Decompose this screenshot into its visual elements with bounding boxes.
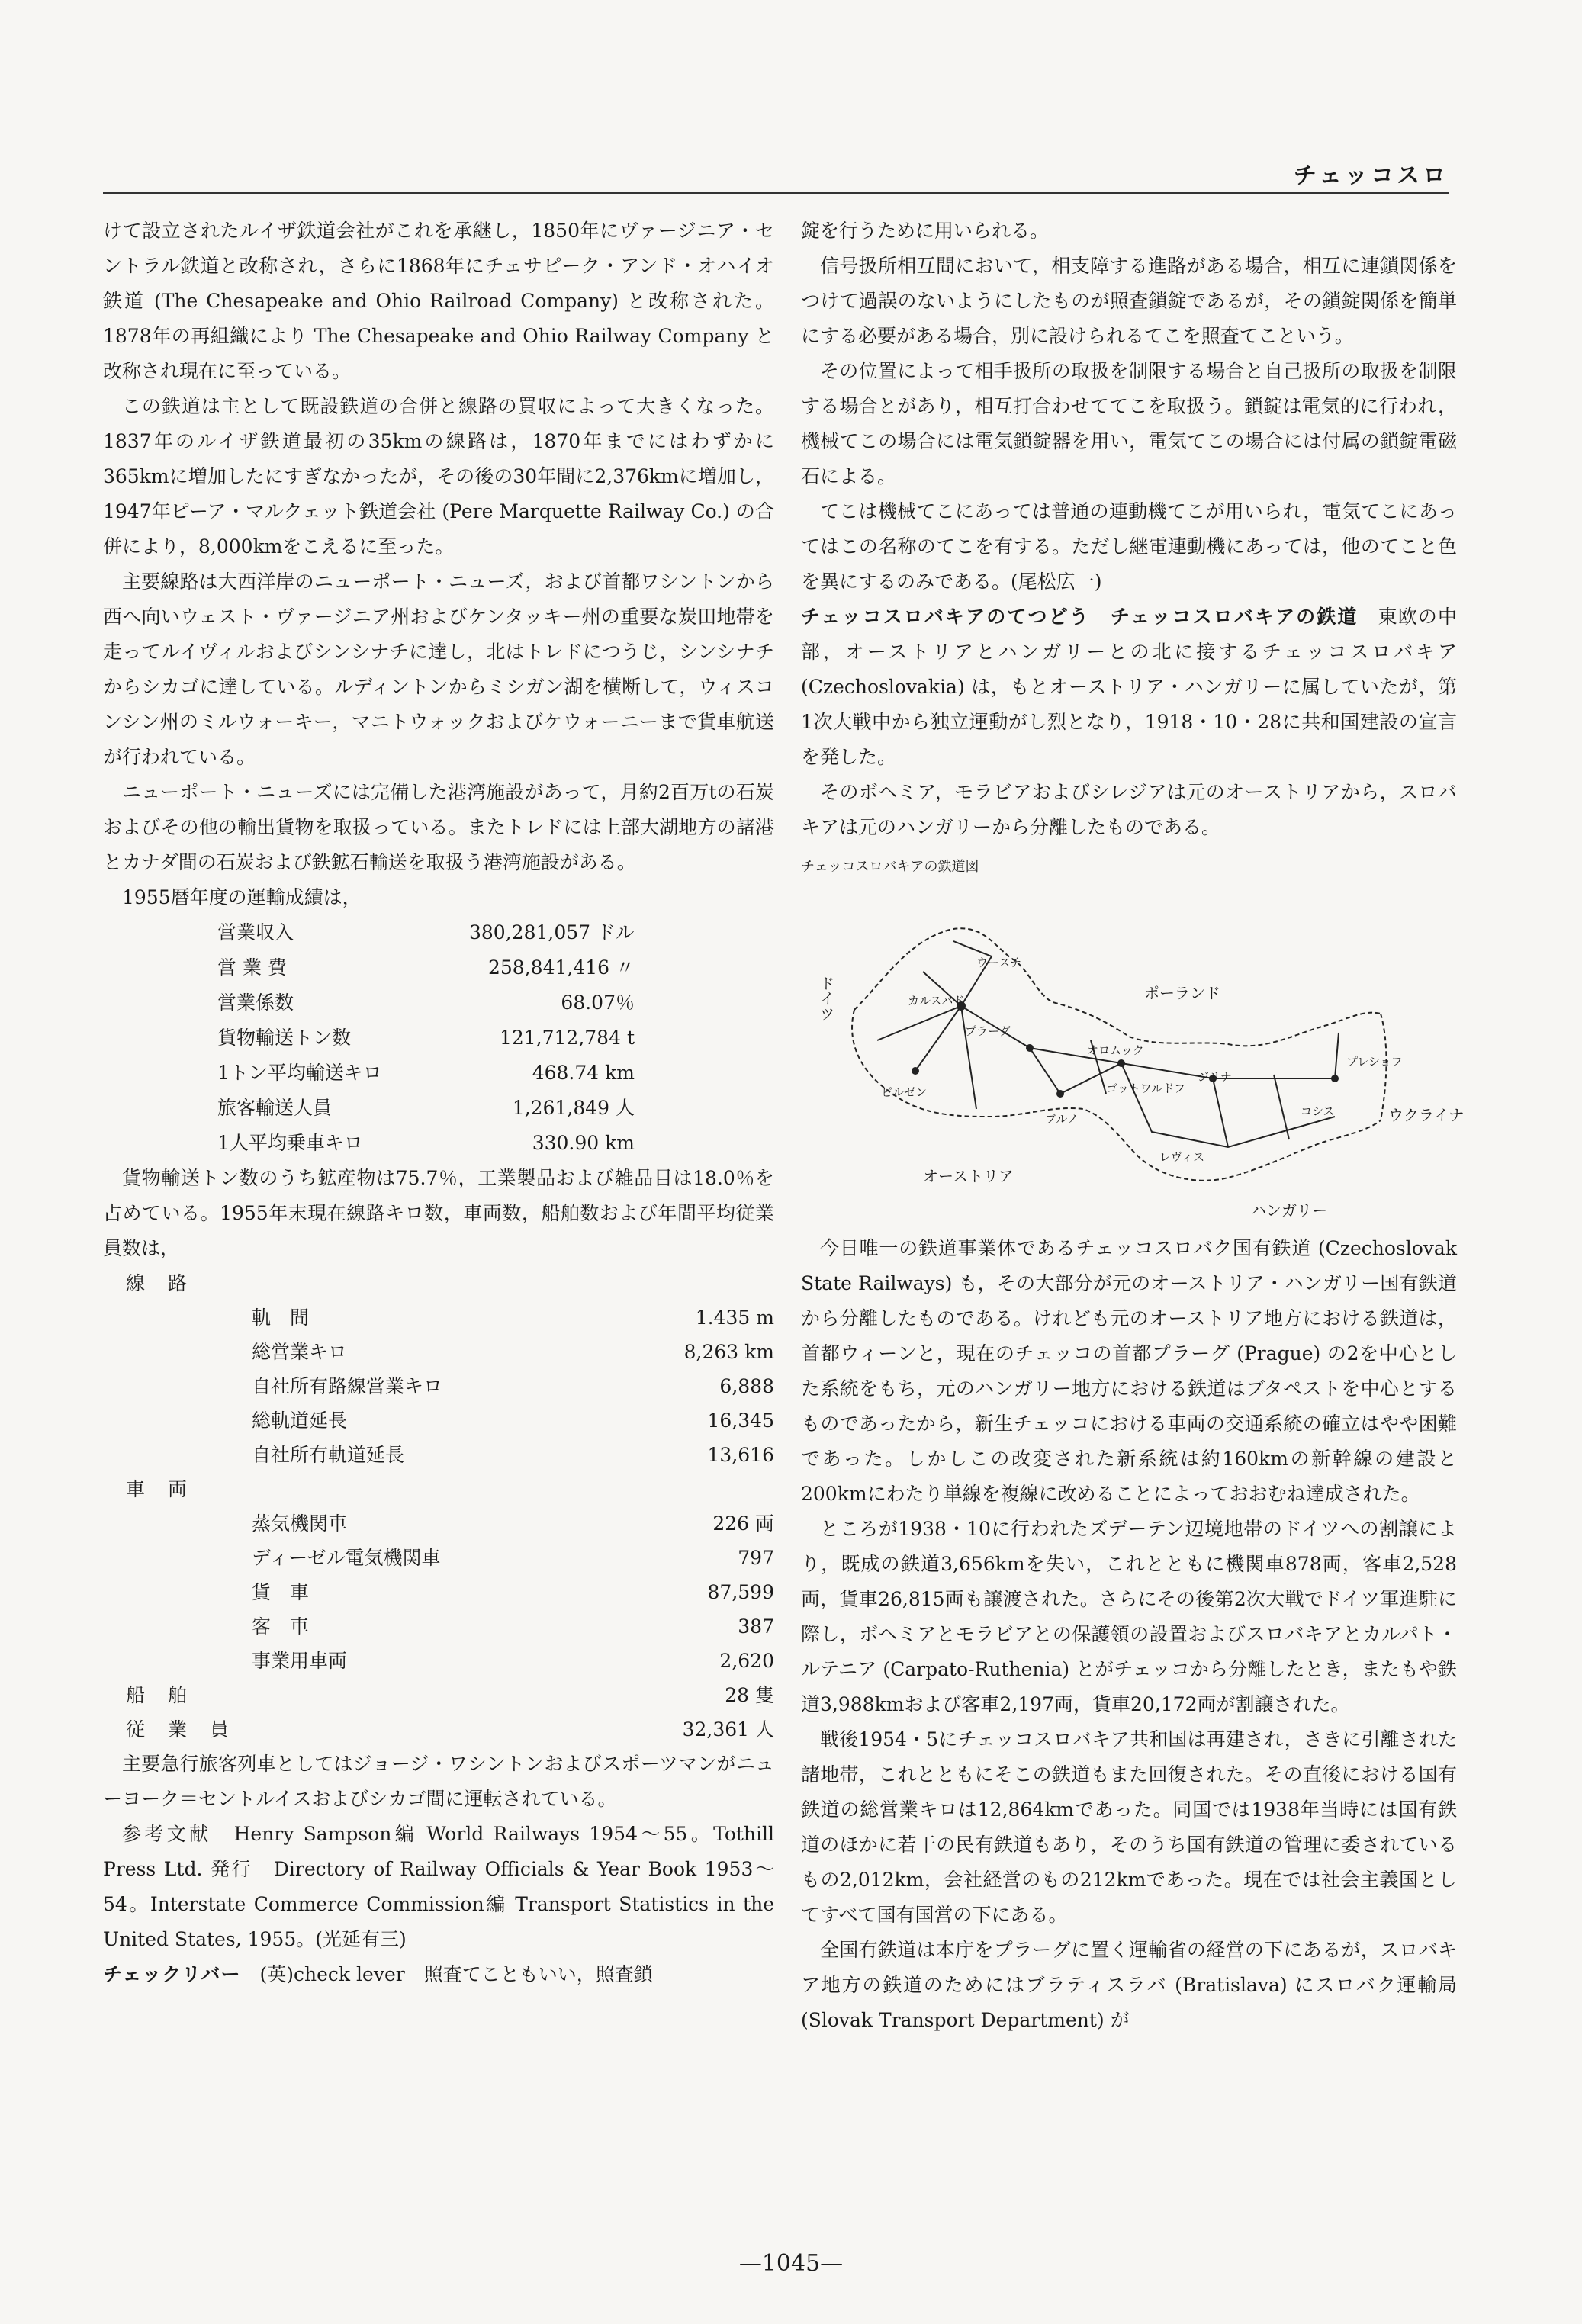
entry-term: チェッコスロバキアのてつどう チェッコスロバキアの鉄道 — [801, 606, 1359, 628]
traffic-stats-table — [103, 915, 635, 1161]
map-label-poland: ポーランド — [1144, 984, 1220, 1002]
stat-value: 380,281,057 ドル — [469, 921, 635, 943]
table-row — [103, 1266, 774, 1300]
stat-value: 330.90 km — [532, 1132, 635, 1154]
map-label-city: ブルノ — [1045, 1112, 1079, 1126]
table-row — [103, 1335, 774, 1369]
map-label-city: ウースチ — [976, 956, 1021, 969]
table-row — [103, 950, 635, 985]
group-label: 車両 — [126, 1478, 211, 1500]
table-row — [103, 985, 635, 1021]
paragraph: てこは機械てこにあっては普通の連動機てこが用いられ，電気てこにあってはこの名称のてこを有する。ただし継電連動機にあっては，他のてこと色を異にするのみである。(尾松広一) — [801, 500, 1457, 593]
table-row — [103, 1712, 774, 1747]
paragraph: この鉄道は主として既設鉄道の合併と線路の買収によって大きくなった。1837年のルイザ鉄道最初の35kmの線路は，1870年までにはわずかに365kmに増加したにすぎなかったが，その後の30年間に2,376kmに増加し，1947年ピーア・マルクェット鉄道会社 (Pere Marquette Railway Co.) の合併により，8,000kmをこえるに至った。 — [103, 395, 774, 558]
table-row — [103, 1678, 774, 1712]
item-value: 2,620 — [719, 1650, 774, 1672]
item-value: 28 隻 — [725, 1684, 774, 1706]
stat-value: 468.74 km — [532, 1062, 635, 1084]
table-row — [103, 1126, 635, 1161]
paragraph: 今日唯一の鉄道事業体であるチェッコスロバク国有鉄道 (Czechoslovak State Railways) も，その大部分が元のオーストリア・ハンガリー国有鉄道から分離したものである。けれども元のオーストリア地方における鉄道は，首都ウィーンと，現在のチェッコの首都プラーグ (Prague) の2を中心とした系統をもち，元のハンガリー地方における鉄道はブタペストを中心とするものであったから，新生チェッコにおける車両の交通系統の確立はやや困難であった。しかしこの改変された新系統は約160kmの新幹線の建設と200kmにわたり単線を複線に改めることによっておおむね達成された。 — [801, 1237, 1457, 1505]
paragraph: 主要線路は大西洋岸のニューポート・ニューズ，および首都ワシントンから西へ向いウェスト・ヴァージニア州およびケンタッキー州の重要な炭田地帯を走ってルイヴィルおよびシンシナチに達し，北はトレドにつうじ，シンシナチからシカゴに達している。ルディントンからミシガン湖を横断して，ウィスコンシン州のミルウォーキー，マニトウォックおよびケウォーニーまで貨車航送が行われている。 — [103, 571, 774, 768]
item-value: 226 両 — [712, 1512, 774, 1535]
paragraph: 1955暦年度の運輸成績は， — [122, 886, 362, 908]
dictionary-entry — [103, 1957, 774, 1992]
item-value: 16,345 — [707, 1410, 774, 1432]
map-label-austria: オーストリア — [923, 1167, 1014, 1185]
table-row — [103, 1575, 774, 1609]
table-row — [103, 1021, 635, 1056]
paragraph: 主要急行旅客列車としてはジョージ・ワシントンおよびスポーツマンがニューヨーク＝セントルイスおよびシカゴ間に運転されている。 — [103, 1753, 774, 1810]
item-value: 387 — [738, 1615, 774, 1638]
group-label: 従業員 — [126, 1718, 252, 1741]
group-label: 船舶 — [126, 1684, 211, 1706]
item-label: 自社所有軌道延長 — [252, 1444, 405, 1466]
item-value: 1.435 m — [695, 1307, 774, 1329]
item-value: 797 — [738, 1547, 774, 1569]
item-label: 客 車 — [252, 1615, 310, 1638]
stat-label: 貨物輸送トン数 — [217, 1027, 352, 1049]
stat-label: 1トン平均輸送キロ — [217, 1062, 382, 1084]
map-label-city: プラーグ — [965, 1024, 1011, 1038]
paragraph: 参考文献 Henry Sampson編 World Railways 1954～55。Tothill Press Ltd. 発行 Directory of Railway Officials & Year Book 1953～54。Interstate Commerce Commission編 Transport Statistics in the United States, 1955。(光延有三) — [103, 1823, 774, 1950]
header-rule — [103, 192, 1449, 194]
map-title: チェッコスロバキアの鉄道図 — [801, 859, 979, 875]
table-row — [103, 915, 635, 950]
facilities-table — [103, 1266, 774, 1747]
item-label: 貨 車 — [252, 1581, 310, 1603]
stat-label: 旅客輸送人員 — [217, 1097, 333, 1119]
item-value: 8,263 km — [683, 1341, 774, 1363]
map-label-city: レヴィス — [1159, 1150, 1205, 1164]
item-label: 自社所有路線営業キロ — [252, 1375, 443, 1397]
map-label-city: オロムック — [1087, 1043, 1144, 1057]
entry-term: チェックリバー — [103, 1963, 241, 1985]
map-label-city: ピルゼン — [881, 1085, 928, 1099]
item-label: 事業用車両 — [252, 1650, 348, 1672]
stat-label: 営業収入 — [217, 921, 294, 943]
city-marker — [912, 1067, 919, 1075]
item-value: 32,361 人 — [682, 1718, 774, 1741]
table-row — [103, 1300, 774, 1335]
table-row — [103, 1609, 774, 1644]
stat-label: 1人平均乗車キロ — [217, 1132, 363, 1154]
stat-value: 258,841,416 〃 — [488, 956, 635, 979]
item-label: 軌 間 — [252, 1307, 310, 1329]
running-head: チェッコスロ — [1293, 162, 1449, 189]
table-row — [103, 1506, 774, 1541]
item-label: ディーゼル電気機関車 — [252, 1547, 441, 1569]
entry-text: 東欧の中部，オーストリアとハンガリーとの北に接するチェッコスロバキア (Czechoslovakia) は，もとオーストリア・ハンガリーに属していたが，第1次大戦中から独立運動がし烈となり，1918・10・28に共和国建設の宣言を発した。 — [801, 606, 1457, 768]
table-row — [103, 1403, 774, 1438]
stat-value: 68.07％ — [561, 992, 635, 1014]
paragraph: けて設立されたルイザ鉄道会社がこれを承継し，1850年にヴァージニア・セントラル鉄道と改称され，さらに1868年にチェサピーク・アンド・オハイオ鉄道 (The Chesapeake and Ohio Railroad Company) と改称された。1878年の再組織により The Chesapeake and Ohio Railway Company と改称され現在に至っている。 — [103, 220, 774, 382]
railway-map — [801, 888, 1465, 1231]
left-column — [103, 214, 774, 1992]
paragraph: 戦後1954・5にチェッコスロバキア共和国は再建され，さきに引離された諸地帯，これとともにそこの鉄道もまた回復された。その直後における国有鉄道の総営業キロは12,864kmであった。同国では1938年当時には国有鉄道のほかに若干の民有鉄道もあり，そのうち国有鉄道の管理に委されているもの2,012km，会社経営のもの212kmであった。現在では社会主義国としてすべて国有国営の下にある。 — [801, 1728, 1457, 1926]
city-marker — [1026, 1044, 1034, 1052]
item-label: 総軌道延長 — [252, 1410, 348, 1432]
stat-value: 1,261,849 人 — [512, 1097, 635, 1119]
map-label-ukraine: ウクライナ — [1388, 1106, 1465, 1124]
paragraph: そのボヘミア，モラビアおよびシレジアは元のオーストリアから，スロバキアは元のハンガリーから分離したものである。 — [801, 781, 1457, 838]
map-label-hungary: ハンガリー — [1251, 1201, 1327, 1220]
city-marker — [1331, 1075, 1339, 1082]
paragraph: 錠を行うために用いられる。 — [801, 220, 1050, 242]
map-label-city: プレショフ — [1346, 1055, 1403, 1069]
stat-value: 121,712,784 t — [499, 1027, 635, 1049]
city-marker — [1056, 1090, 1064, 1098]
paragraph: ニューポート・ニューズには完備した港湾施設があって，月約2百万tの石炭およびその他の輸出貨物を取扱っている。またトレドには上部大湖地方の諸港とカナダ間の石炭および鉄鉱石輸送を取扱う港湾施設がある。 — [103, 781, 774, 873]
map-label-city: ジリナ — [1198, 1070, 1232, 1084]
table-row — [103, 1091, 635, 1126]
rail-line — [1274, 1075, 1289, 1139]
map-label-germany: ドイツ — [817, 976, 835, 1021]
map-label-city: カルスバド — [908, 994, 965, 1008]
item-label: 蒸気機関車 — [252, 1512, 348, 1535]
group-label: 線路 — [126, 1272, 211, 1294]
table-row — [103, 1644, 774, 1678]
rail-line — [1335, 1033, 1339, 1078]
stat-label: 営 業 費 — [217, 956, 287, 979]
item-label: 総営業キロ — [252, 1341, 348, 1363]
page-number: —1045— — [738, 2250, 844, 2277]
item-value: 13,616 — [707, 1444, 774, 1466]
paragraph: ところが1938・10に行われたズデーテン辺境地帯のドイツへの割譲により，既成の鉄道3,656kmを失い，これとともに機関車878両，客車2,528両，貨車26,815両も譲渡された。さらにその後第2次大戦でドイツ軍進駐に際し，ボヘミアとモラビアとの保護領の設置およびスロバキアとカルパト・ルテニア (Carpato-Ruthenia) とがチェッコから分離したとき，またもや鉄道3,988kmおよび客車2,197両，貨車20,172両が割譲された。 — [801, 1518, 1457, 1715]
paragraph: その位置によって相手扱所の取扱を制限する場合と自己扱所の取扱を制限する場合とがあり，相互打合わせててこを取扱う。鎖錠は電気的に行われ，機械てこの場合には電気鎖錠器を用い，電気てこの場合には付属の鎖錠電磁石による。 — [801, 360, 1457, 487]
item-value: 87,599 — [707, 1581, 774, 1603]
table-row — [103, 1541, 774, 1575]
table-row — [103, 1438, 774, 1472]
entry-text: (英)check lever 照査てこともいい，照査鎖 — [259, 1963, 653, 1985]
paragraph: 信号扱所相互間において，相支障する進路がある場合，相互に連鎖関係をつけて過誤のないようにしたものが照査鎖錠であるが，その鎖錠関係を簡単にする必要がある場合，別に設けられるてこを照査てこという。 — [801, 255, 1457, 347]
right-column — [801, 214, 1465, 2038]
map-label-city: ゴットワルドフ — [1106, 1082, 1185, 1095]
stat-label: 営業係数 — [217, 992, 294, 1014]
dictionary-entry — [801, 599, 1457, 775]
item-value: 6,888 — [719, 1375, 774, 1397]
table-row — [103, 1369, 774, 1403]
table-row — [103, 1472, 774, 1506]
table-row — [103, 1056, 635, 1091]
paragraph: 全国有鉄道は本庁をプラーグに置く運輸省の経営の下にあるが，スロバキア地方の鉄道のためにはブラティスラバ (Bratislava) にスロバク運輸局 (Slovak Transport Department) が — [801, 1939, 1457, 2031]
paragraph: 貨物輸送トン数のうち鉱産物は75.7％，工業製品および雑品目は18.0％を占めている。1955年末現在線路キロ数，車両数，船舶数および年間平均従業員数は， — [103, 1167, 774, 1259]
map-label-city: コシス — [1301, 1104, 1335, 1118]
